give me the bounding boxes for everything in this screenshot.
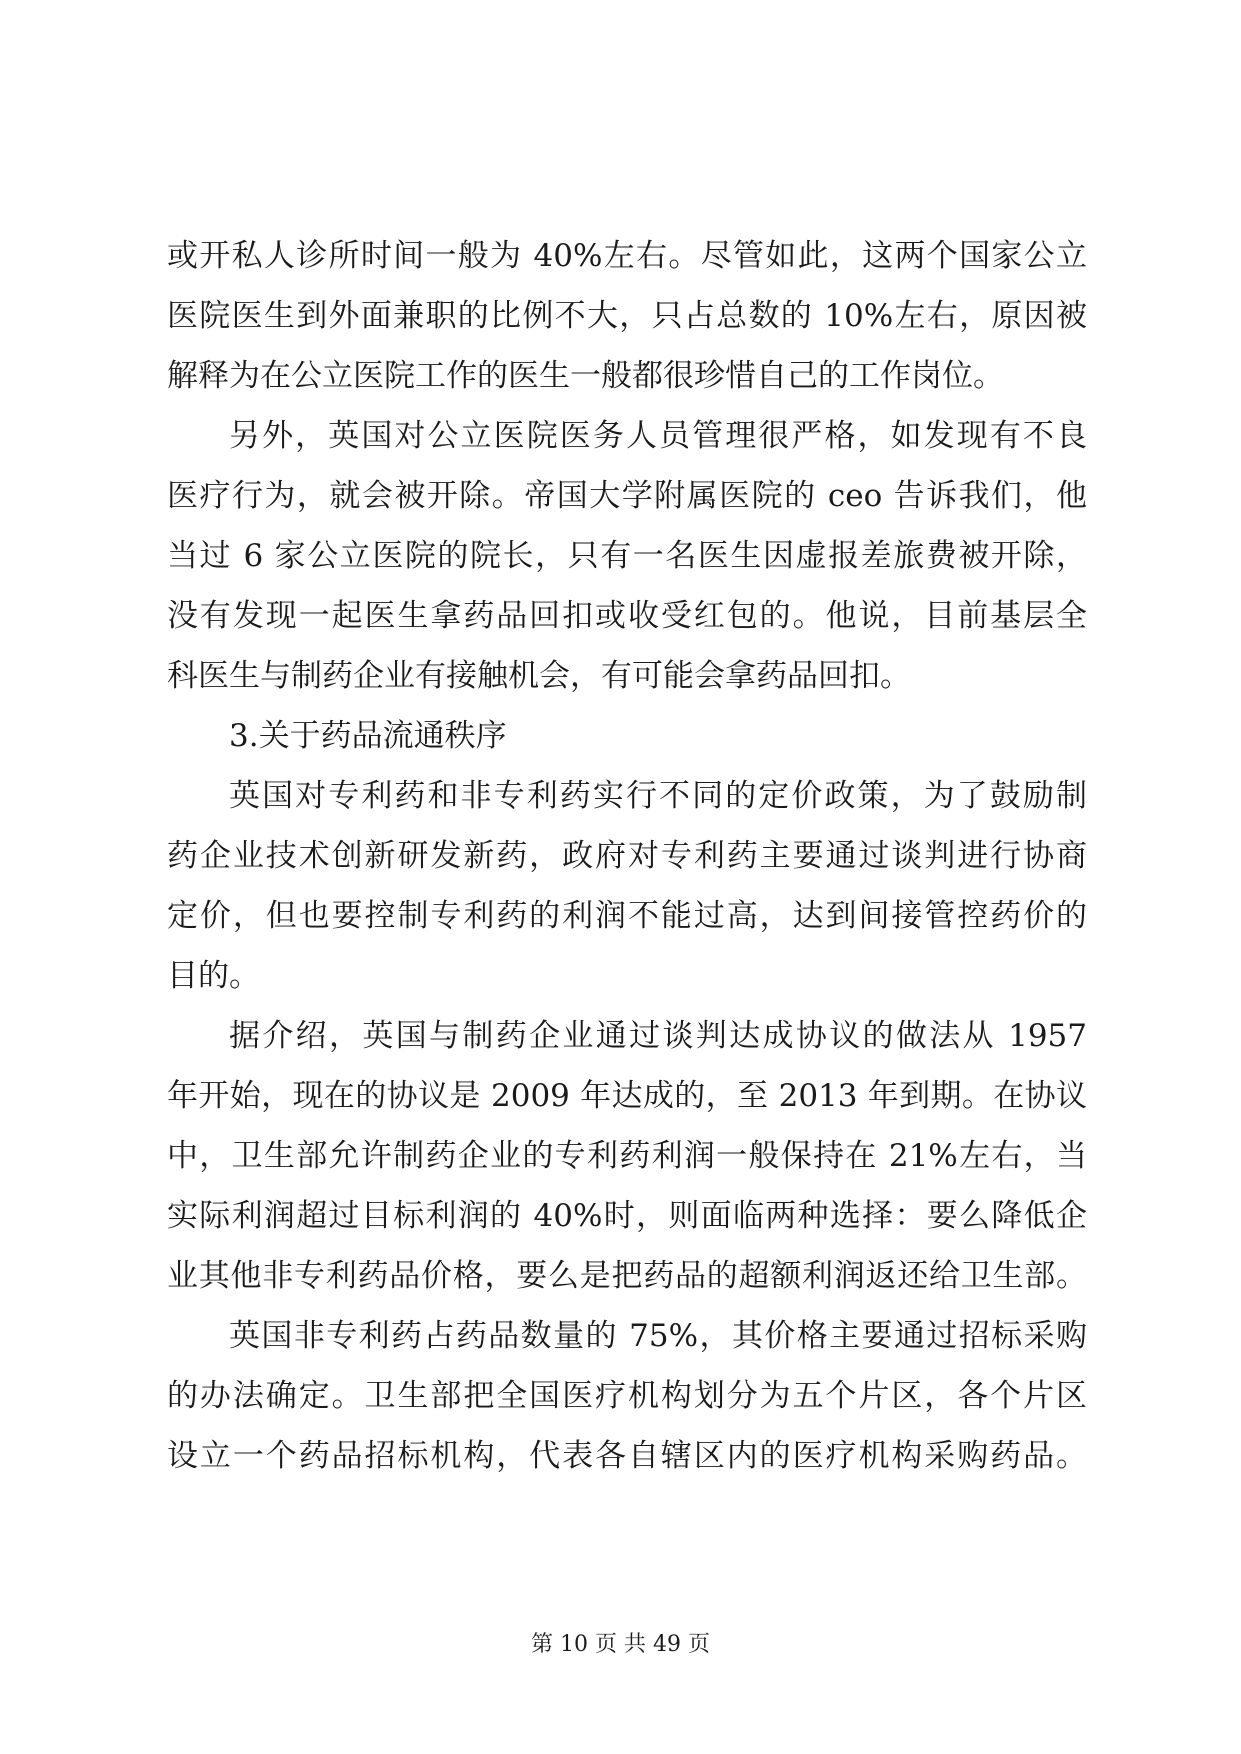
text-line: 或开私人诊所时间一般为 40%左右。尽管如此，这两个国家公立	[167, 238, 1087, 274]
text-line: 实际利润超过目标利润的 40%时，则面临两种选择：要么降低企	[167, 1198, 1087, 1234]
text-line: 医院医生到外面兼职的比例不大，只占总数的 10%左右，原因被	[167, 298, 1087, 334]
text-line: 药企业技术创新研发新药，政府对专利药主要通过谈判进行协商	[167, 838, 1087, 874]
text-line: 科医生与制药企业有接触机会，有可能会拿药品回扣。	[167, 658, 911, 694]
text-line: 另外，英国对公立医院医务人员管理很严格，如发现有不良	[229, 418, 1087, 454]
text-line: 没有发现一起医生拿药品回扣或收受红包的。他说，目前基层全	[167, 598, 1087, 634]
text-line: 中，卫生部允许制药企业的专利药利润一般保持在 21%左右，当	[167, 1138, 1087, 1174]
text-line: 年开始，现在的协议是 2009 年达成的，至 2013 年到期。在协议	[167, 1078, 1087, 1114]
text-line: 目的。	[167, 958, 260, 994]
text-line: 设立一个药品招标机构，代表各自辖区内的医疗机构采购药品。	[167, 1438, 1087, 1474]
text-line: 据介绍，英国与制药企业通过谈判达成协议的做法从 1957	[229, 1018, 1087, 1054]
section-heading: 3.关于药品流通秩序	[229, 718, 507, 754]
text-line: 定价，但也要控制专利药的利润不能过高，达到间接管控药价的	[167, 898, 1087, 934]
page-number-footer: 第 10 页 共 49 页	[531, 1632, 710, 1657]
text-line: 当过 6 家公立医院的院长，只有一名医生因虚报差旅费被开除，	[167, 538, 1087, 574]
text-line: 英国非专利药占药品数量的 75%，其价格主要通过招标采购	[229, 1318, 1087, 1354]
text-line: 业其他非专利药品价格，要么是把药品的超额利润返还给卫生部。	[167, 1258, 1087, 1294]
document-body	[167, 226, 1087, 1486]
text-line: 英国对专利药和非专利药实行不同的定价政策，为了鼓励制	[229, 778, 1087, 814]
text-line: 的办法确定。卫生部把全国医疗机构划分为五个片区，各个片区	[167, 1378, 1087, 1414]
text-line: 医疗行为，就会被开除。帝国大学附属医院的 ceo 告诉我们，他	[167, 478, 1087, 514]
text-line: 解释为在公立医院工作的医生一般都很珍惜自己的工作岗位。	[167, 358, 1004, 394]
